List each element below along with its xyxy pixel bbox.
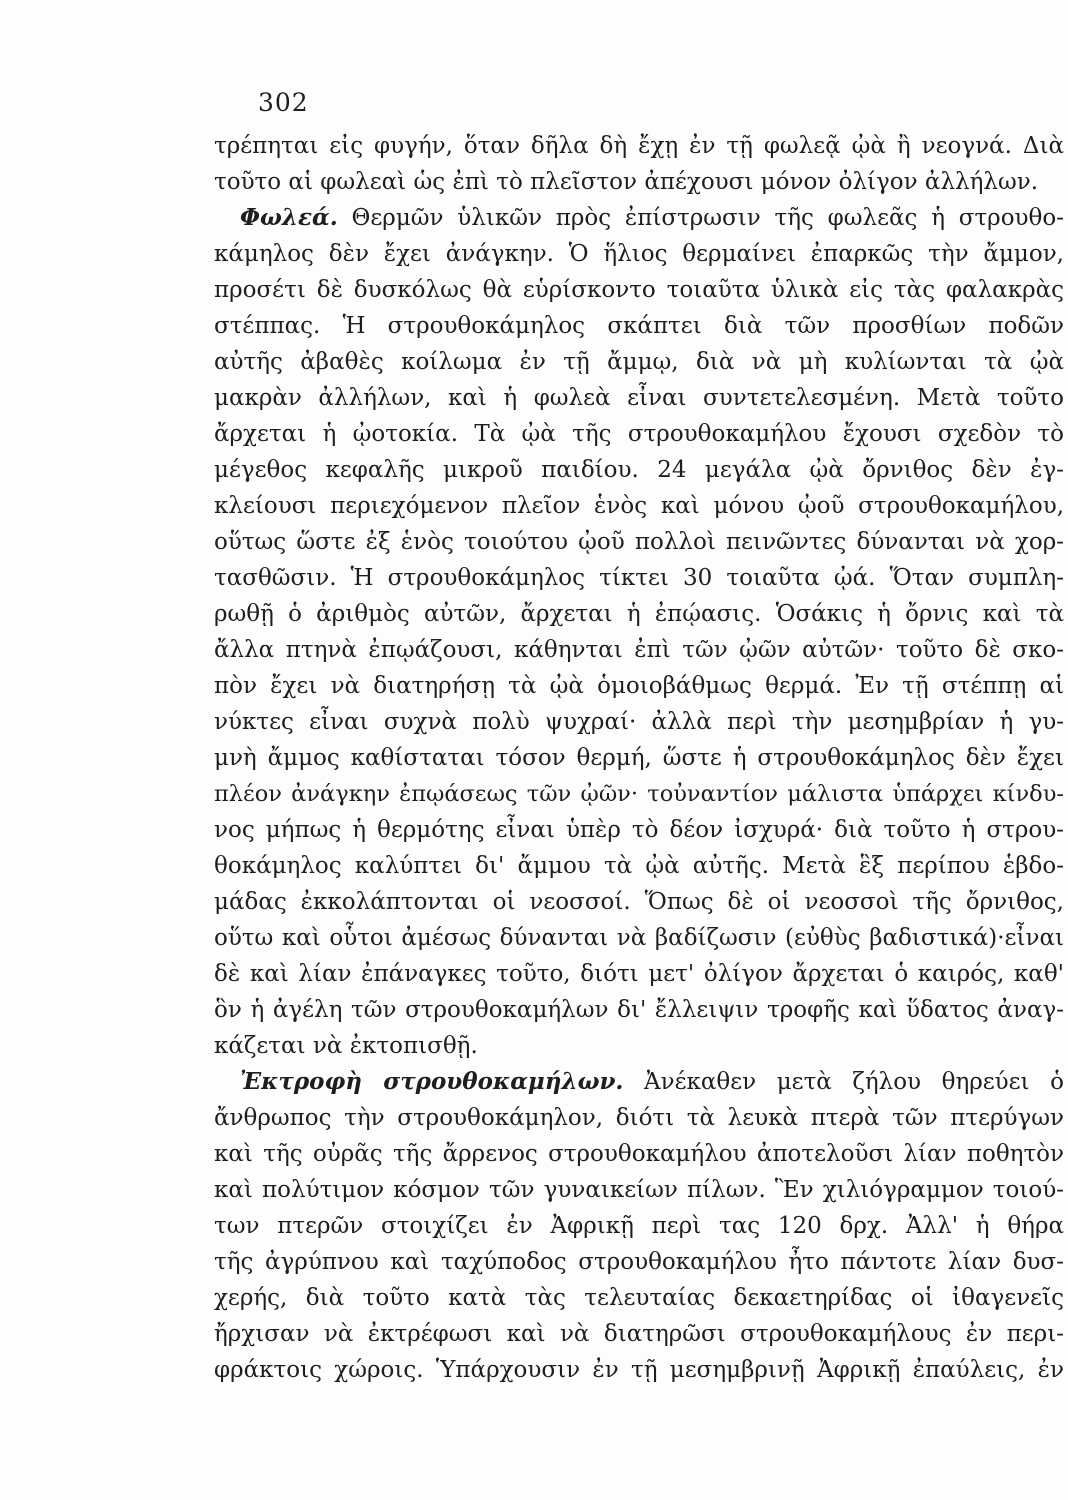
- text-line: θοκάμηλος καλύπτει δι' ἄμμου τὰ ᾠὰ αὐτῆς. Μετὰ ἓξ περίπου ἑβδο-: [214, 853, 1064, 879]
- text-line: των πτερῶν στοιχίζει ἐν Ἀφρικῇ περὶ τας 120 δρχ. Ἀλλ' ἡ θήρα: [214, 1213, 1064, 1239]
- body-text: [214, 128, 1064, 1388]
- text-line: ἄνθρωπος τὴν στρουθοκάμηλον, διότι τὰ λευκὰ πτερὰ τῶν πτερύγων: [214, 1105, 1064, 1131]
- text-line: αὐτῆς ἀβαθὲς κοίλωμα ἐν τῇ ἄμμῳ, διὰ νὰ μὴ κυλίωνται τὰ ᾠὰ: [214, 349, 1064, 375]
- text-line: πὸν ἔχει νὰ διατηρήσῃ τὰ ᾠὰ ὁμοιοβάθμως θερμά. Ἐν τῇ στέππῃ αἱ: [214, 673, 1064, 699]
- section-heading: Ἐκτροφὴ στρουθοκαμήλων.: [240, 1068, 624, 1095]
- text-line: μνὴ ἄμμος καθίσταται τόσον θερμή, ὥστε ἡ στρουθοκάμηλος δὲν ἔχει: [214, 745, 1064, 771]
- text-line: ρωθῇ ὁ ἀριθμὸς αὐτῶν, ἄρχεται ἡ ἐπῴασις. Ὁσάκις ἡ ὄρνις καὶ τὰ: [214, 601, 1064, 627]
- text-run: Ἀνέκαθεν μετὰ ζήλου θηρεύει ὁ: [623, 1069, 1064, 1095]
- text-line: τῆς ἀγρύπνου καὶ ταχύποδος στρουθοκαμήλου ἦτο πάντοτε λίαν δυσ-: [214, 1249, 1064, 1275]
- text-line: οὕτω καὶ οὗτοι ἀμέσως δύνανται νὰ βαδίζωσιν (εὐθὺς βαδιστικά)·εἶναι: [214, 925, 1064, 951]
- text-line: μάδας ἐκκολάπτονται οἱ νεοσσοί. Ὅπως δὲ οἱ νεοσσοὶ τῆς ὄρνιθος,: [214, 889, 1064, 915]
- text-line: καὶ πολύτιμον κόσμον τῶν γυναικείων πίλων. Ἓν χιλιόγραμμον τοιού-: [214, 1177, 1064, 1203]
- text-line: πλέον ἀνάγκην ἐπῳάσεως τῶν ᾠῶν· τοὐναντίον μάλιστα ὑπάρχει κίνδυ-: [214, 781, 1064, 807]
- text-line: νύκτες εἶναι συχνὰ πολὺ ψυχραί· ἀλλὰ περὶ τὴν μεσημβρίαν ἡ γυ-: [214, 709, 1064, 735]
- text-line: καὶ τῆς οὐρᾶς τῆς ἄρρενος στρουθοκαμήλου ἀποτελοῦσι λίαν ποθητὸν: [214, 1141, 1064, 1167]
- text-line: προσέτι δὲ δυσκόλως θὰ εὑρίσκοντο τοιαῦτα ὑλικὰ εἰς τὰς φαλακρὰς: [214, 277, 1064, 303]
- text-line: ἤρχισαν νὰ ἐκτρέφωσι καὶ νὰ διατηρῶσι στρουθοκαμήλους ἐν περι-: [214, 1321, 1064, 1347]
- paragraph-first-line: [214, 200, 1064, 236]
- text-line: κάζεται νὰ ἐκτοπισθῇ.: [214, 1033, 478, 1059]
- text-line: ἄρχεται ἡ ᾠοτοκία. Τὰ ᾠὰ τῆς στρουθοκαμήλου ἔχουσι σχεδὸν τὸ: [214, 421, 1064, 447]
- text-line: οὕτως ὥστε ἐξ ἑνὸς τοιούτου ᾠοῦ πολλοὶ πεινῶντες δύνανται νὰ χορ-: [214, 529, 1064, 555]
- text-line: ὃν ἡ ἀγέλη τῶν στρουθοκαμήλων δι' ἔλλειψιν τροφῆς καὶ ὕδατος ἀναγ-: [214, 997, 1064, 1023]
- text-line: νος μήπως ἡ θερμότης εἶναι ὑπὲρ τὸ δέον ἰσχυρά· διὰ τοῦτο ἡ στρου-: [214, 817, 1064, 843]
- page-number: 302: [258, 88, 309, 117]
- text-line: κάμηλος δὲν ἔχει ἀνάγκην. Ὁ ἥλιος θερμαίνει ἐπαρκῶς τὴν ἄμμον,: [214, 241, 1064, 267]
- section-heading: Φωλεά.: [240, 204, 338, 231]
- text-line: χερής, διὰ τοῦτο κατὰ τὰς τελευταίας δεκαετηρίδας οἱ ἰθαγενεῖς: [214, 1285, 1064, 1311]
- text-line: δὲ καὶ λίαν ἐπάναγκες τοῦτο, διότι μετ' ὀλίγον ἄρχεται ὁ καιρός, καθ': [214, 961, 1064, 987]
- text-line: φράκτοις χώροις. Ὑπάρχουσιν ἐν τῇ μεσημβρινῇ Ἀφρικῇ ἐπαύλεις, ἐν: [214, 1357, 1064, 1383]
- text-run: Θερμῶν ὑλικῶν πρὸς ἐπίστρωσιν τῆς φωλεᾶς ἡ στρουθο-: [337, 205, 1064, 231]
- text-line: τοῦτο αἱ φωλεαὶ ὡς ἐπὶ τὸ πλεῖστον ἀπέχουσι μόνον ὀλίγον ἀλλήλων.: [214, 169, 1039, 195]
- text-line: ἄλλα πτηνὰ ἐπῳάζουσι, κάθηνται ἐπὶ τῶν ᾠῶν αὐτῶν· τοῦτο δὲ σκο-: [214, 637, 1064, 663]
- text-line: τασθῶσιν. Ἡ στρουθοκάμηλος τίκτει 30 τοιαῦτα ᾠά. Ὅταν συμπλη-: [214, 565, 1064, 591]
- text-line: τρέπηται εἰς φυγήν, ὅταν δῆλα δὴ ἔχῃ ἐν τῇ φωλεᾷ ᾠὰ ἢ νεογνά. Διὰ: [214, 133, 1064, 159]
- text-line: μακρὰν ἀλλήλων, καὶ ἡ φωλεὰ εἶναι συντετελεσμένη. Μετὰ τοῦτο: [214, 385, 1064, 411]
- text-line: κλείουσι περιεχόμενον πλεῖον ἑνὸς καὶ μόνου ᾠοῦ στρουθοκαμήλου,: [214, 493, 1064, 519]
- text-line: μέγεθος κεφαλῆς μικροῦ παιδίου. 24 μεγάλα ᾠὰ ὄρνιθος δὲν ἐγ-: [214, 457, 1064, 483]
- text-line: στέππας. Ἡ στρουθοκάμηλος σκάπτει διὰ τῶν προσθίων ποδῶν: [214, 313, 1064, 339]
- paragraph-first-line: [214, 1064, 1064, 1100]
